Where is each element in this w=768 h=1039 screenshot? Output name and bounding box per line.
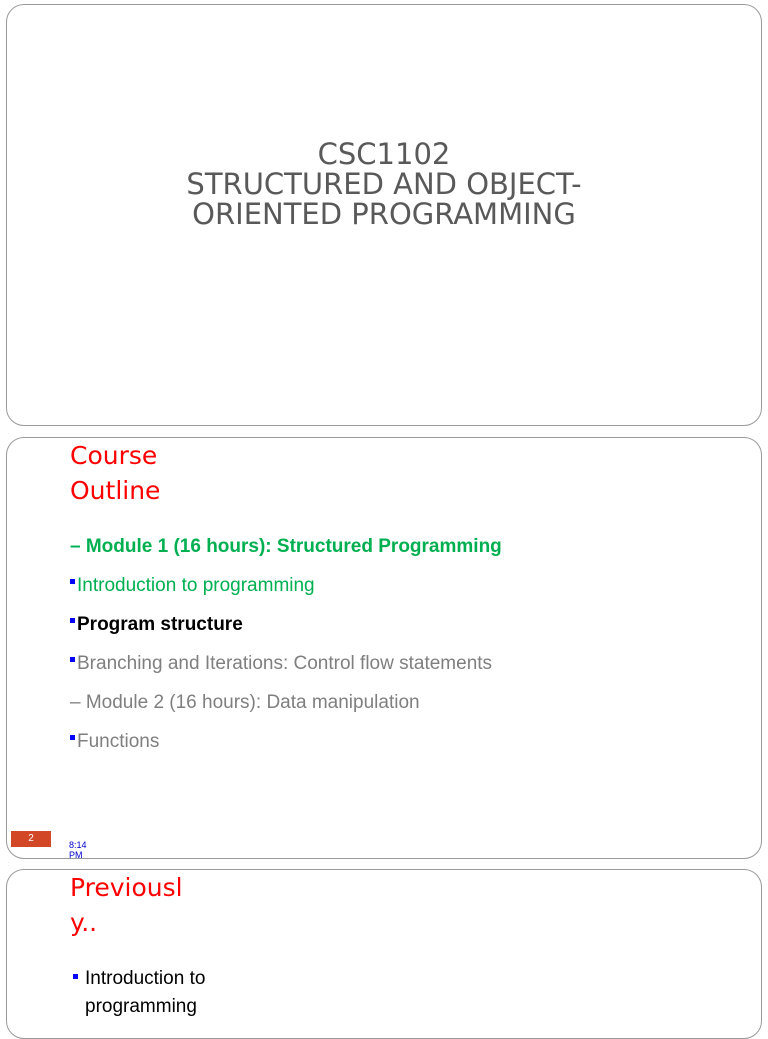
time-line-2: PM xyxy=(69,850,83,859)
list-item-text: Functions xyxy=(77,731,160,752)
slide-heading xyxy=(70,438,160,508)
title-line-3: ORIENTED PROGRAMMING xyxy=(192,197,576,231)
slide-2 xyxy=(6,437,762,859)
slide-number-badge: 2 xyxy=(11,831,51,847)
list-item-text: Introduction to programming xyxy=(85,968,206,1017)
list-item xyxy=(70,647,710,686)
list-item xyxy=(71,965,271,1021)
slide-heading xyxy=(70,870,183,940)
slide-time xyxy=(69,840,109,859)
course-outline-list xyxy=(70,530,710,764)
heading-line-1: Previousl xyxy=(70,873,183,902)
bullet-icon xyxy=(70,657,75,662)
previous-topics-list xyxy=(71,965,271,1021)
slide-title xyxy=(7,139,761,229)
list-item-text: Branching and Iterations: Control flow statements xyxy=(77,653,493,674)
heading-line-2: Outline xyxy=(70,476,161,505)
time-line-1: 8:14 xyxy=(69,840,87,850)
bullet-icon xyxy=(70,579,75,584)
title-line-1: CSC1102 xyxy=(317,137,451,171)
slide-3 xyxy=(6,869,762,1039)
list-item xyxy=(70,530,710,569)
heading-line-2: y.. xyxy=(70,908,98,937)
bullet-icon xyxy=(70,735,75,740)
list-item-text: Introduction to programming xyxy=(77,575,315,596)
list-item-text: – Module 1 (16 hours): Structured Programming xyxy=(70,536,502,557)
list-item xyxy=(70,569,710,608)
heading-line-1: Course xyxy=(70,441,158,470)
bullet-icon xyxy=(73,974,78,979)
list-item xyxy=(70,608,710,647)
title-line-2: STRUCTURED AND OBJECT- xyxy=(186,167,582,201)
list-item xyxy=(70,686,710,725)
list-item-text: – Module 2 (16 hours): Data manipulation xyxy=(70,692,420,713)
slide-1 xyxy=(6,4,762,426)
list-item-text: Program structure xyxy=(77,614,243,635)
bullet-icon xyxy=(70,618,75,623)
list-item xyxy=(70,725,710,764)
